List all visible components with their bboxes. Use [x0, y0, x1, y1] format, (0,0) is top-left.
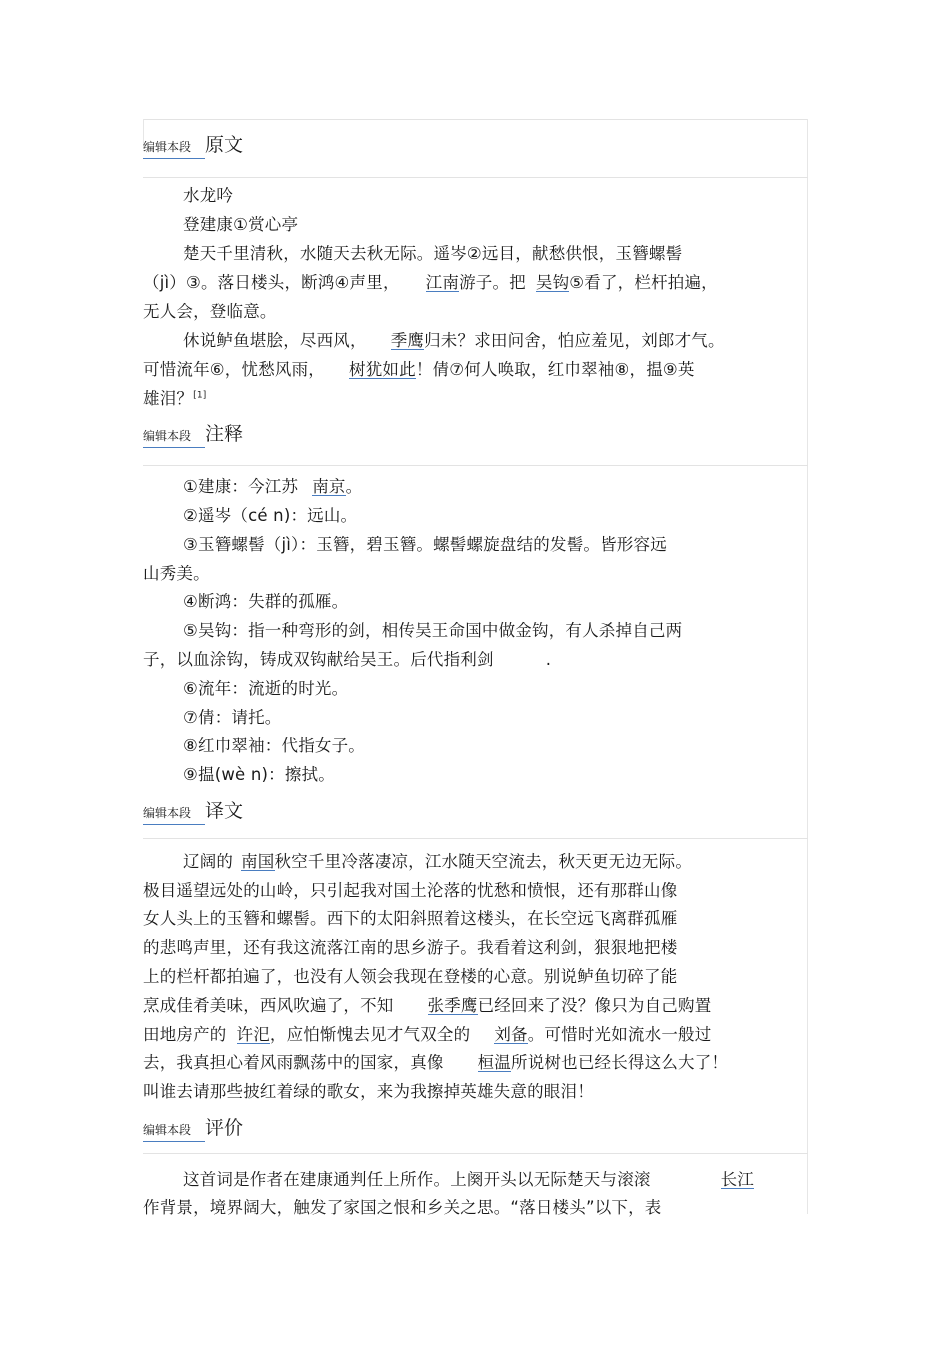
- translation-line: 田地房产的 许汜，应怕惭愧去见才气双全的 刘备。可惜时光如流水一般过: [143, 1025, 712, 1044]
- edit-section-link[interactable]: 编辑本段: [143, 806, 192, 820]
- frame-right-border: [807, 119, 808, 1214]
- poem-line: 雄泪？[1]: [143, 389, 207, 408]
- frame-top-line: [143, 119, 808, 120]
- evaluation-line: 这首词是作者在建康通判任上所作。上阕开头以无际楚天与滚滚 长江: [183, 1170, 755, 1189]
- translation-line: 上的栏杆都拍遍了，也没有人领会我现在登楼的心意。别说鲈鱼切碎了能: [143, 967, 678, 986]
- link-changjiang[interactable]: 长江: [720, 1170, 755, 1189]
- poem-line: （jì）③。落日楼头，断鸿④声里， 江南游子。把 吴钩⑤看了，栏杆拍遍，: [143, 273, 718, 292]
- link-nanjing[interactable]: 南京: [312, 477, 346, 496]
- edit-section-link[interactable]: 编辑本段: [143, 1123, 192, 1137]
- link-xusi[interactable]: 许汜: [236, 1025, 270, 1044]
- note-line: ⑤吴钩：指一种弯形的剑，相传吴王命国中做金钩，有人杀掉自己两: [183, 621, 683, 640]
- note-line: ③玉簪螺髻（jì）：玉簪，碧玉簪。螺髻螺旋盘结的发髻。皆形容远: [183, 535, 667, 554]
- poem-line: 水龙吟: [183, 186, 234, 205]
- link-shuyouruci[interactable]: 树犹如此: [349, 360, 416, 379]
- poem-line: 登建康①赏心亭: [183, 215, 299, 234]
- note-line: ⑧红巾翠袖：代指女子。: [183, 736, 365, 755]
- link-liubei[interactable]: 刘备: [494, 1025, 528, 1044]
- note-line: ⑥流年：流逝的时光。: [183, 679, 349, 698]
- translation-line: 的悲鸣声里，还有我这流落江南的思乡游子。我看着这利剑，狠狠地把楼: [143, 938, 678, 957]
- section-title: 原文: [205, 134, 244, 156]
- poem-line: 楚天千里清秋，水随天去秋无际。遥岑②远目，献愁供恨，玉簪螺髻: [183, 244, 683, 263]
- edit-link-underline: [143, 447, 205, 448]
- section-title: 注释: [205, 423, 244, 445]
- section-title: 译文: [205, 800, 244, 822]
- note-line: 山秀美。: [143, 564, 210, 583]
- section-title: 评价: [205, 1117, 244, 1139]
- note-line: ⑦倩：请托。: [183, 708, 282, 727]
- note-line: ⑨揾(wè n)：擦拭。: [183, 765, 335, 784]
- reference-marker[interactable]: [1]: [193, 390, 207, 401]
- poem-line: 无人会，登临意。: [143, 302, 277, 321]
- link-jiangnan[interactable]: 江南: [425, 273, 460, 292]
- section-divider: [143, 177, 808, 178]
- link-nanguo[interactable]: 南国: [241, 852, 275, 871]
- link-wugou[interactable]: 吴钩: [535, 273, 570, 292]
- note-line: ①建康：今江苏 南京。: [183, 477, 363, 496]
- note-line: 子，以血涂钩，铸成双钩献给吴王。后代指利剑 .: [143, 650, 552, 669]
- translation-line: 极目遥望远处的山岭，只引起我对国土沦落的忧愁和愤恨，还有那群山像: [143, 881, 678, 900]
- section-divider: [143, 838, 808, 839]
- link-zhangjiying[interactable]: 张季鹰: [427, 996, 478, 1015]
- section-divider: [143, 1153, 808, 1154]
- note-line: ②遥岑（cé n)：远山。: [183, 506, 358, 525]
- edit-section-link[interactable]: 编辑本段: [143, 429, 192, 443]
- poem-line: 可惜流年⑥，忧愁风雨， 树犹如此！倩⑦何人唤取，红巾翠袖⑧，揾⑨英: [143, 360, 695, 379]
- translation-line: 叫谁去请那些披红着绿的歌女，来为我擦掉英雄失意的眼泪！: [143, 1082, 594, 1101]
- edit-link-underline: [143, 824, 205, 825]
- evaluation-line: 作背景，境界阔大，触发了家国之恨和乡关之思。“落日楼头”以下，表: [143, 1198, 662, 1217]
- translation-line: 辽阔的 南国秋空千里冷落凄凉，江水随天空流去，秋天更无边无际。: [183, 852, 693, 871]
- link-huanwen[interactable]: 桓温: [477, 1053, 512, 1072]
- note-line: ④断鸿：失群的孤雁。: [183, 592, 349, 611]
- translation-line: 女人头上的玉簪和螺髻。西下的太阳斜照着这楼头，在长空远飞离群孤雁: [143, 909, 678, 928]
- edit-section-link[interactable]: 编辑本段: [143, 140, 192, 154]
- link-jiying[interactable]: 季鹰: [390, 331, 425, 350]
- section-divider: [143, 465, 808, 466]
- edit-link-underline: [143, 1141, 205, 1142]
- poem-line: 休说鲈鱼堪脍，尽西风， 季鹰归未？求田问舍，怕应羞见，刘郎才气。: [183, 331, 725, 350]
- edit-link-underline: [143, 158, 205, 159]
- translation-line: 去，我真担心着风雨飘荡中的国家，真像 桓温所说树也已经长得这么大了！: [143, 1053, 729, 1072]
- translation-line: 烹成佳肴美味，西风吹遍了，不知 张季鹰已经回来了没？像只为自己购置: [143, 996, 712, 1015]
